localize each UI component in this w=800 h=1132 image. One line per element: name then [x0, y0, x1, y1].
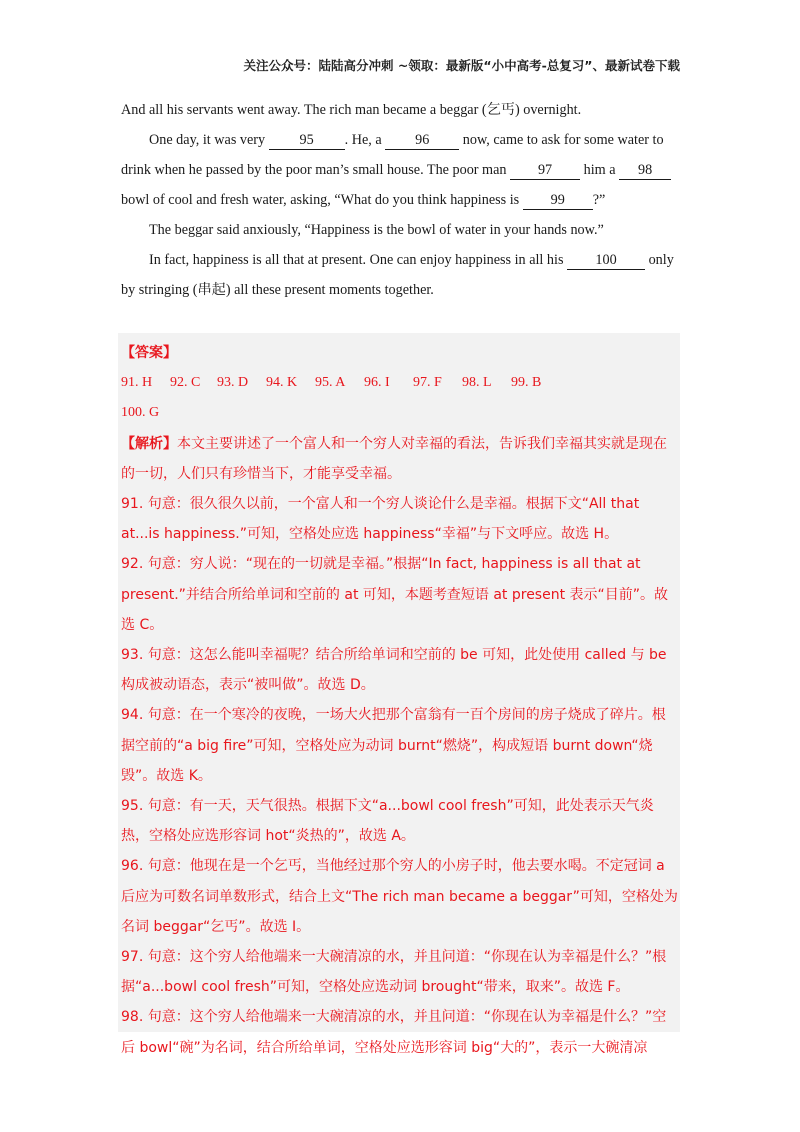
blank-97: 97: [510, 161, 580, 180]
analysis-item-95: 95. 句意：有一天，天气很热。根据下文“a...bowl cool fresh”可知，此处表示天气炎热，空格处应选形容词 hot“炎热的”，故选 A。: [121, 798, 654, 845]
analysis-item-92: 92. 句意：穷人说：“现在的一切就是幸福。”根据“In fact, happiness is all that at present.”并结合所给单词和空前的 at 可知，本题考查短语 at present 表示“目前”。故选 C。: [121, 556, 669, 633]
answer-title: 【答案】: [121, 345, 177, 361]
answer-key: 94. K: [266, 375, 298, 391]
answer-key: 91. H: [121, 375, 153, 391]
passage-line-1: And all his servants went away. The rich man became a beggar (乞丐) overnight.: [121, 102, 582, 118]
answer-key: 97. F: [413, 375, 442, 391]
blank-95: 95: [269, 131, 345, 150]
answer-key: 93. D: [217, 375, 249, 391]
analysis-item-97: 97. 句意：这个穷人给他端来一大碗清凉的水，并且问道：“你现在认为幸福是什么？”根据“a...bowl cool fresh”可知，空格处应选动词 brought“带来，取来”。故选 F。: [121, 949, 667, 996]
answer-key: 95. A: [315, 375, 346, 391]
blank-96: 96: [385, 131, 459, 150]
passage-text: . He, a: [344, 132, 386, 148]
passage-text: him a: [580, 162, 620, 178]
passage-text: In fact, happiness is all that at present. One can enjoy happiness in all his: [149, 252, 568, 268]
blank-99: 99: [523, 191, 593, 210]
passage-text: now, came to ask for some water to drink when he passed by the poor man’s small house. The poor man: [121, 132, 664, 178]
passage-paragraph-4: [121, 245, 681, 305]
answer-key: 96. I: [364, 375, 390, 391]
analysis-item-96: 96. 句意：他现在是一个乞丐，当他经过那个穷人的小房子时，他去要水喝。不定冠词 a 后应为可数名词单数形式，结合上文“The rich man became a beggar”可知，空格处为名词 beggar“乞丐”。故选 I。: [121, 858, 678, 935]
analysis-summary: [121, 429, 679, 489]
passage: [121, 95, 681, 305]
passage-text: ?”: [592, 192, 606, 208]
passage-text: bowl of cool and fresh water, asking, “What do you think happiness is: [121, 192, 523, 208]
analysis-text: 本文主要讲述了一个富人和一个穷人对幸福的看法，告诉我们幸福其实就是现在的一切，人们只有珍惜当下，才能享受幸福。: [121, 435, 667, 482]
answer-key: 98. L: [462, 375, 492, 391]
answer-key-last: 100. G: [121, 405, 160, 421]
blank-98: 98: [619, 161, 671, 180]
answer-key: 92. C: [170, 375, 201, 391]
analysis-item-93: 93. 句意：这怎么能叫幸福呢？结合所给单词和空前的 be 可知，此处使用 called 与 be 构成被动语态，表示“被叫做”。故选 D。: [121, 647, 667, 694]
analysis-item-91: 91. 句意：很久很久以前，一个富人和一个穷人谈论什么是幸福。根据下文“All that at...is happiness.”可知，空格处应选 happiness“幸福”与下文呼应。故选 H。: [121, 496, 640, 543]
blank-100: 100: [567, 251, 645, 270]
answer-key-row: [121, 368, 679, 398]
passage-text: One day, it was very: [149, 132, 269, 148]
analysis-item-98: 98. 句意：这个穷人给他端来一大碗清凉的水，并且问道：“你现在认为幸福是什么？”空后 bowl“碗”为名词，结合所给单词，空格处应选形容词 big“大的”，表示一大碗清凉: [121, 1009, 667, 1056]
answer-section: [121, 338, 679, 1063]
analysis-item-94: 94. 句意：在一个寒冷的夜晚，一场大火把那个富翁有一百个房间的房子烧成了碎片。根据空前的“a big fire”可知，空格处应为动词 burnt“燃烧”，构成短语 burnt down“烧毁”。故选 K。: [121, 707, 666, 784]
passage-paragraph-2: [121, 125, 681, 215]
passage-text: only by stringing (串起) all these present moments together.: [121, 252, 674, 298]
page-header: 关注公众号：陆陆高分冲刺 ~领取：最新版“小中高考-总复习”、最新试卷下载: [243, 58, 680, 73]
analysis-title: 【解析】: [121, 435, 177, 452]
passage-paragraph-3: The beggar said anxiously, “Happiness is the bowl of water in your hands now.”: [149, 222, 604, 238]
answer-key: 99. B: [511, 375, 542, 391]
